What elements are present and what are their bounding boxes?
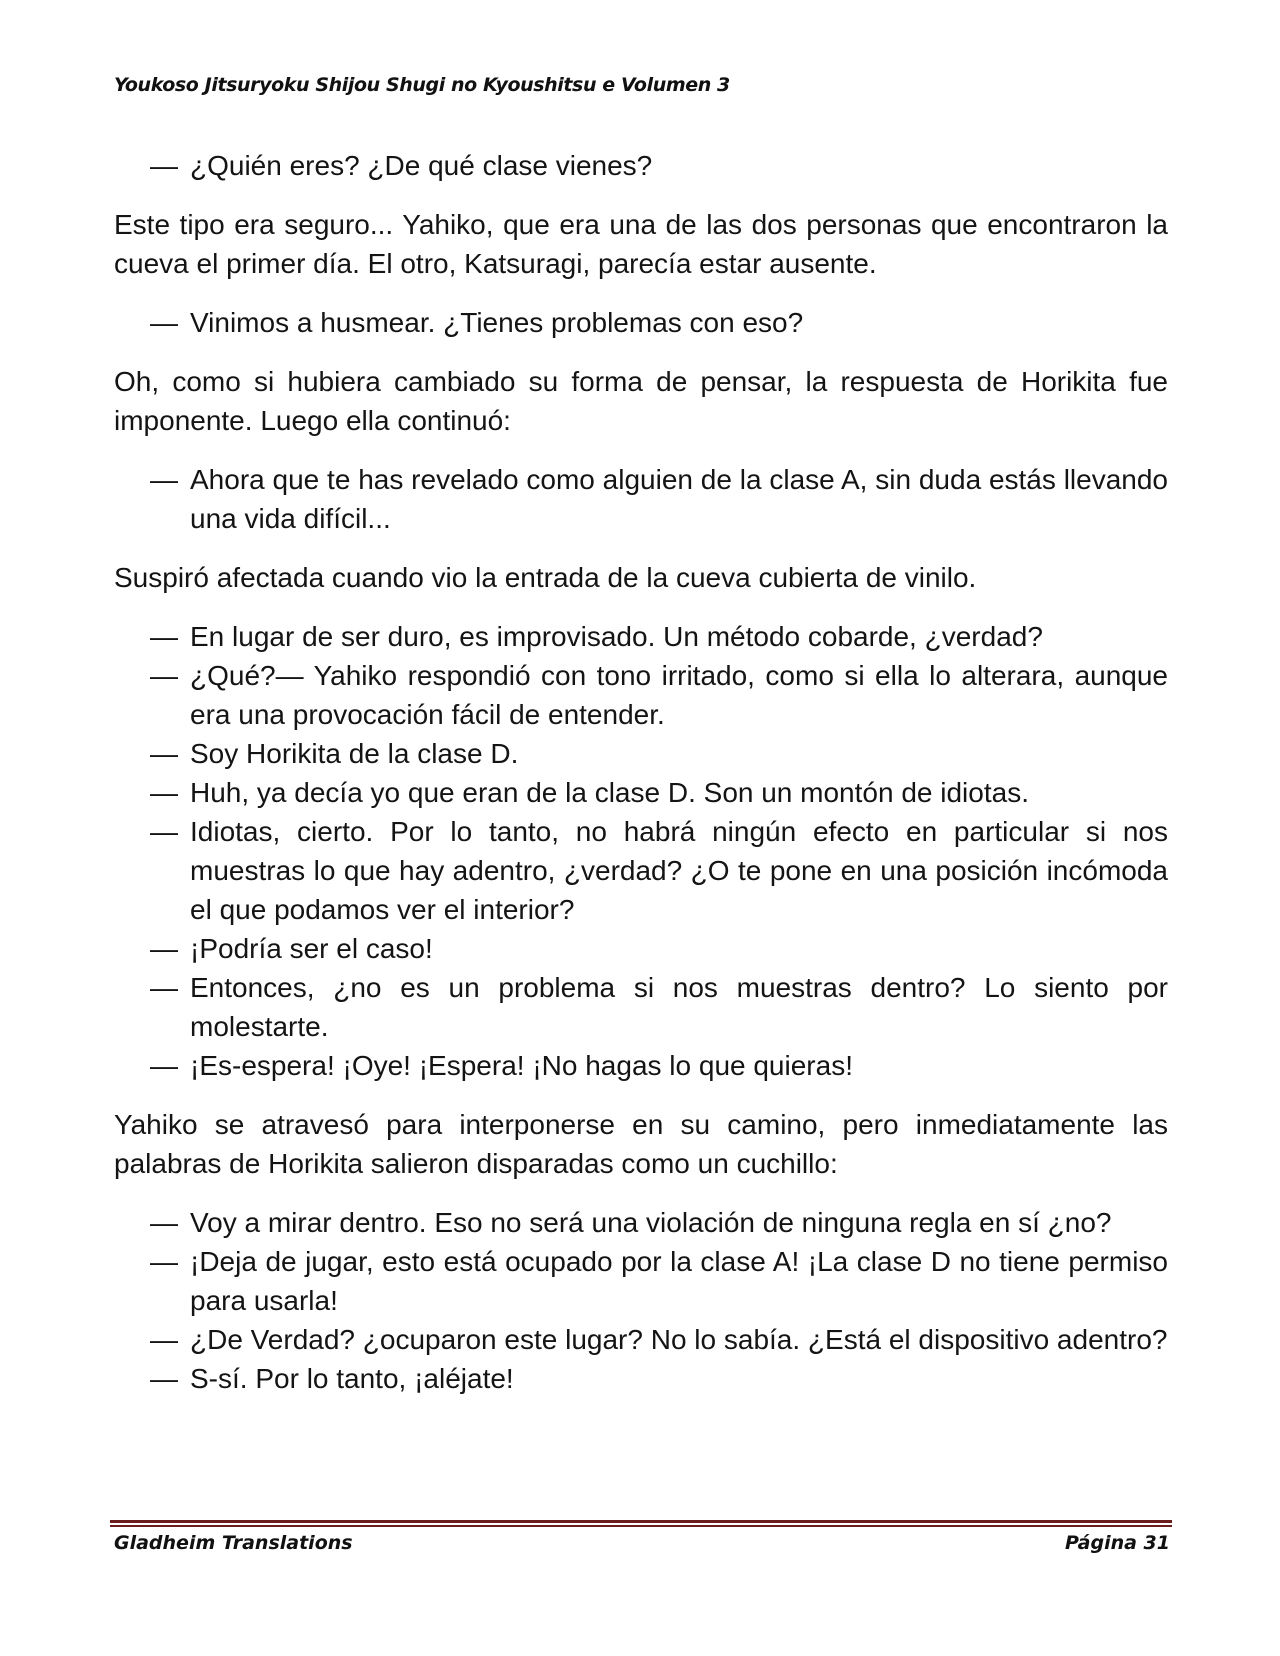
dialogue-line [114,1046,1168,1085]
dialogue-text: En lugar de ser duro, es improvisado. Un método cobarde, ¿verdad? [190,621,1043,652]
dialogue-text: S-sí. Por lo tanto, ¡aléjate! [190,1363,514,1394]
dialogue-text: Huh, ya decía yo que eran de la clase D. Son un montón de idiotas. [190,777,1029,808]
dialogue-dash: — [150,738,178,769]
dialogue-text: ¡Es-espera! ¡Oye! ¡Espera! ¡No hagas lo que quieras! [190,1050,853,1081]
dialogue-text: Idiotas, cierto. Por lo tanto, no habrá ningún efecto en particular si nos muestras lo que hay adentro, ¿verdad? ¿O te pone en una posición incómoda el que podamos ver el interior? [190,816,1168,925]
dialogue-dash: — [150,1246,178,1277]
dialogue-line [114,1359,1168,1398]
dialogue-line [114,617,1168,656]
dialogue-dash: — [150,1324,178,1355]
dialogue-text: ¿Quién eres? ¿De qué clase vienes? [190,150,653,181]
dialogue-line [114,303,1168,342]
narration-paragraph: Oh, como si hubiera cambiado su forma de pensar, la respuesta de Horikita fue imponente. Luego ella continuó: [114,366,1168,436]
dialogue-dash: — [150,660,178,691]
dialogue-group [114,146,1168,185]
dialogue-dash: — [150,816,178,847]
footer-rule [110,1520,1172,1527]
narration-paragraph: Yahiko se atravesó para interponerse en su camino, pero inmediatamente las palabras de Horikita salieron disparadas como un cuchillo: [114,1109,1168,1179]
narration-paragraph: Este tipo era seguro... Yahiko, que era una de las dos personas que encontraron la cueva el primer día. El otro, Katsuragi, parecía estar ausente. [114,209,1168,279]
running-header: Youkoso Jitsuryoku Shijou Shugi no Kyoushitsu e Volumen 3 [114,74,730,96]
dialogue-dash: — [150,933,178,964]
dialogue-line [114,1203,1168,1242]
dialogue-text: Entonces, ¿no es un problema si nos muestras dentro? Lo siento por molestarte. [190,972,1168,1042]
dialogue-line [114,968,1168,1046]
narration-paragraph: Suspiró afectada cuando vio la entrada de la cueva cubierta de vinilo. [114,562,977,593]
page-body [114,146,1168,1418]
dialogue-text: Ahora que te has revelado como alguien de la clase A, sin duda estás llevando una vida difícil... [190,464,1168,534]
dialogue-dash: — [150,1207,178,1238]
dialogue-text: ¿Qué?— Yahiko respondió con tono irritado, como si ella lo alterara, aunque era una provocación fácil de entender. [190,660,1168,730]
dialogue-dash: — [150,464,178,495]
dialogue-dash: — [150,621,178,652]
dialogue-text: Vinimos a husmear. ¿Tienes problemas con eso? [190,307,804,338]
dialogue-dash: — [150,777,178,808]
dialogue-dash: — [150,1363,178,1394]
dialogue-group [114,617,1168,1085]
footer-page-number: Página 31 [1064,1532,1170,1554]
footer-translator: Gladheim Translations [114,1532,353,1554]
dialogue-line [114,460,1168,538]
dialogue-dash: — [150,1050,178,1081]
dialogue-text: ¿De Verdad? ¿ocuparon este lugar? No lo sabía. ¿Está el dispositivo adentro? [190,1324,1168,1355]
dialogue-line [114,734,1168,773]
dialogue-line [114,929,1168,968]
dialogue-group [114,460,1168,538]
dialogue-group [114,1203,1168,1398]
dialogue-text: Soy Horikita de la clase D. [190,738,519,769]
dialogue-text: ¡Deja de jugar, esto está ocupado por la clase A! ¡La clase D no tiene permiso para usarla! [190,1246,1168,1316]
dialogue-line [114,1320,1168,1359]
dialogue-line [114,146,1168,185]
dialogue-text: ¡Podría ser el caso! [190,933,433,964]
dialogue-line [114,773,1168,812]
dialogue-group [114,303,1168,342]
dialogue-dash: — [150,150,178,181]
dialogue-dash: — [150,307,178,338]
dialogue-line [114,1242,1168,1320]
dialogue-line [114,812,1168,929]
dialogue-line [114,656,1168,734]
dialogue-dash: — [150,972,178,1003]
dialogue-text: Voy a mirar dentro. Eso no será una violación de ninguna regla en sí ¿no? [190,1207,1112,1238]
